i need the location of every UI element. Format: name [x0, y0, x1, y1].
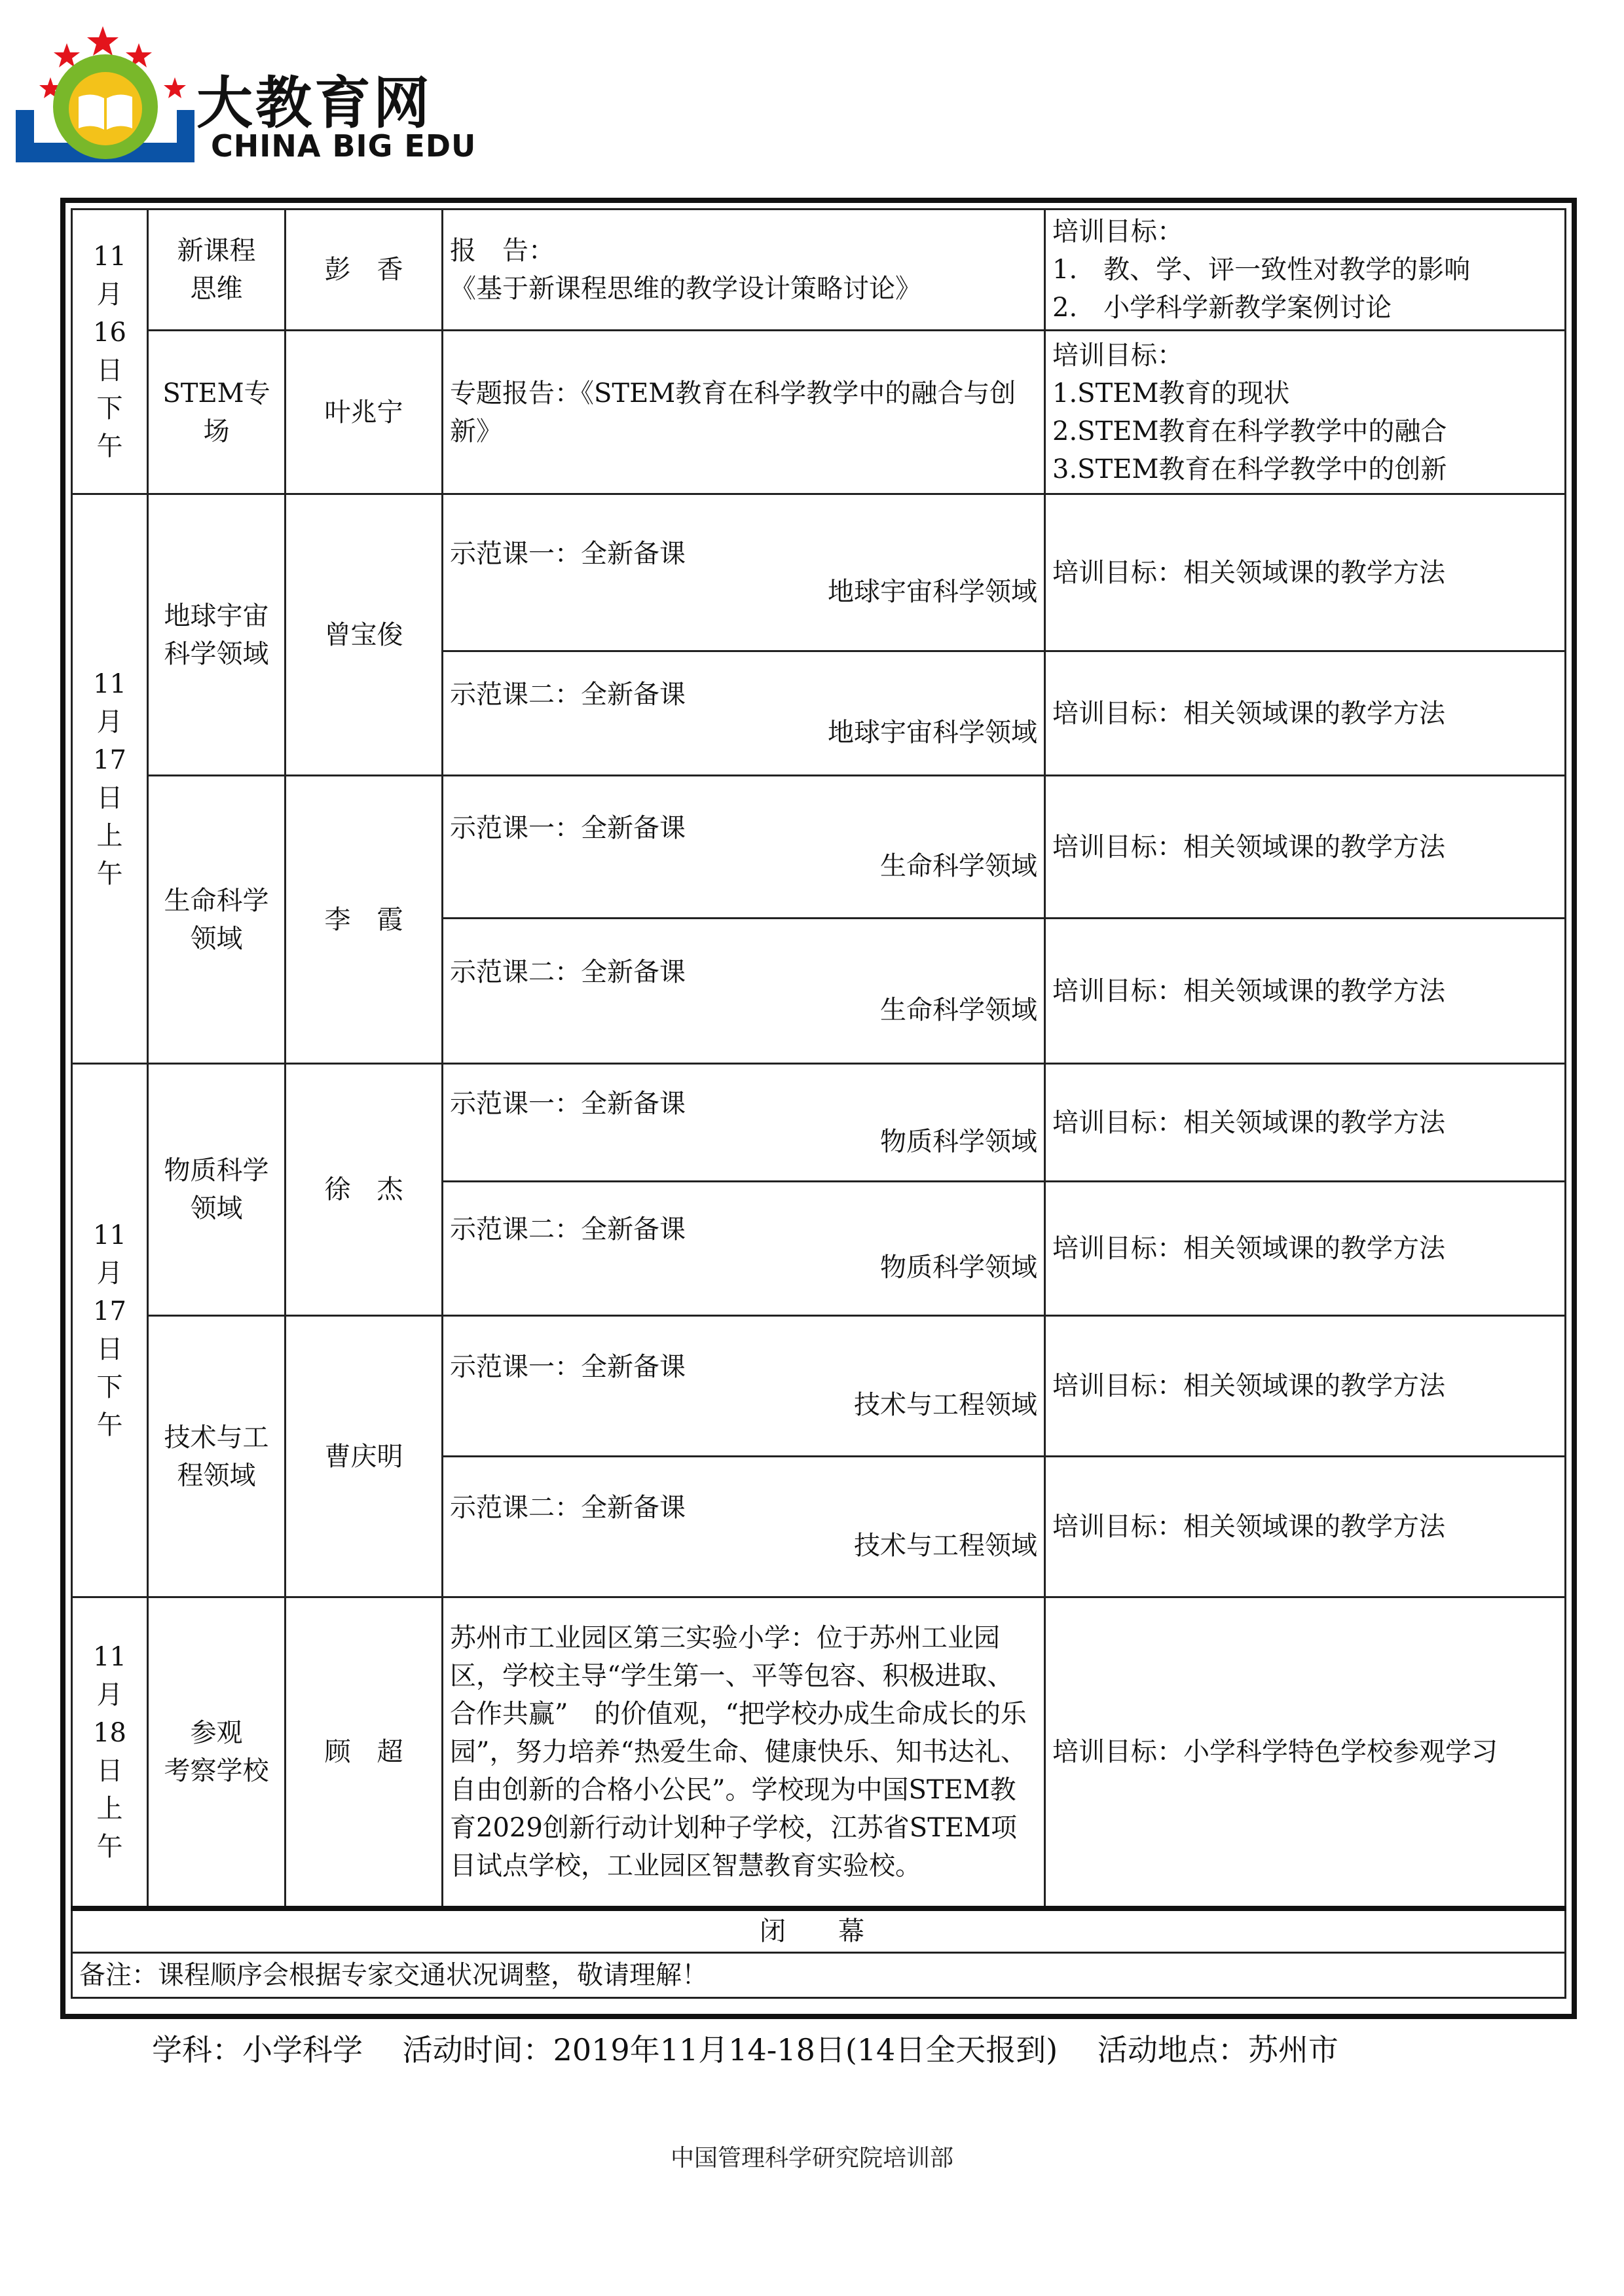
- content-cell: [443, 331, 1045, 494]
- closing-text: 闭 幕: [72, 1908, 1566, 1953]
- table-row: [72, 1064, 1566, 1182]
- table-row: [72, 1597, 1566, 1908]
- lesson-title: 示范课一：全新备课: [450, 1088, 686, 1119]
- teacher-cell: 顾 超: [286, 1597, 443, 1908]
- date-text: 11 月 17 日 上 午: [93, 668, 126, 889]
- goal-cell: [1045, 210, 1566, 331]
- topic-text: 参观 考察学校: [164, 1717, 269, 1786]
- teacher-cell: 叶兆宁: [286, 331, 443, 494]
- lesson-cell: [443, 1182, 1045, 1316]
- topic-cell: [148, 210, 286, 331]
- date-cell: [72, 1064, 148, 1597]
- topic-cell: [148, 776, 286, 1064]
- content-text: 专题报告：《STEM教育在科学教学中的融合与创新》: [450, 378, 1016, 446]
- goal-cell: 培训目标：相关领域课的教学方法: [1045, 776, 1566, 919]
- topic-text: 技术与工 程领域: [164, 1422, 269, 1491]
- goal-cell: 培训目标：相关领域课的教学方法: [1045, 1316, 1566, 1457]
- lesson-title: 示范课一：全新备课: [450, 538, 686, 569]
- topic-cell: [148, 1316, 286, 1597]
- topic-text: 地球宇宙 科学领域: [164, 600, 269, 669]
- brand-name-en: CHINA BIG EDU: [211, 128, 477, 164]
- closing-row: [72, 1908, 1566, 1953]
- teacher-cell: 徐 杰: [286, 1064, 443, 1316]
- lesson-cell: [443, 1457, 1045, 1597]
- lesson-cell: [443, 651, 1045, 776]
- lesson-field: 地球宇宙科学领域: [828, 717, 1037, 748]
- brand-name-cn: 大教育网: [196, 71, 432, 136]
- topic-cell: [148, 1597, 286, 1908]
- date-text: 11 月 17 日 下 午: [93, 1220, 126, 1440]
- teacher-cell: 彭 香: [286, 210, 443, 331]
- table-row: [72, 1316, 1566, 1457]
- topic-cell: [148, 494, 286, 776]
- table-row: [72, 210, 1566, 331]
- goal-cell: 培训目标：相关领域课的教学方法: [1045, 1182, 1566, 1316]
- organizer: 中国管理科学研究院培训部: [670, 2145, 953, 2172]
- topic-text: 生命科学 领域: [164, 885, 269, 954]
- topic-text: 物质科学 领域: [164, 1156, 269, 1224]
- lesson-cell: [443, 776, 1045, 919]
- topic-text: STEM专场: [162, 378, 270, 446]
- goal-cell: 培训目标：相关领域课的教学方法: [1045, 919, 1566, 1064]
- lesson-field: 生命科学领域: [880, 850, 1037, 881]
- lesson-title: 示范课二：全新备课: [450, 957, 686, 987]
- lesson-field: 地球宇宙科学领域: [828, 576, 1037, 607]
- note-text: 备注：课程顺序会根据专家交通状况调整，敬请理解！: [72, 1952, 1566, 1997]
- goal-cell: 培训目标：相关领域课的教学方法: [1045, 1064, 1566, 1182]
- note-row: [72, 1952, 1566, 1997]
- topic-text: 新课程 思维: [177, 236, 256, 304]
- lesson-field: 生命科学领域: [880, 994, 1037, 1025]
- date-text: 11 月 16 日 下 午: [93, 242, 126, 462]
- lesson-title: 示范课二：全新备课: [450, 679, 686, 710]
- teacher-cell: 曹庆明: [286, 1316, 443, 1597]
- event-info: 学科：小学科学 活动时间：2019年11月14-18日(14日全天报到) 活动地点：苏州市: [152, 2032, 1338, 2068]
- teacher-cell: 曾宝俊: [286, 494, 443, 776]
- lesson-cell: [443, 1064, 1045, 1182]
- content-cell: [443, 210, 1045, 331]
- goal-text: 培训目标： 1.STEM教育的现状 2.STEM教育在科学教学中的融合 3.STEM教育在科学教学中的创新: [1052, 340, 1447, 484]
- schedule-frame: [60, 198, 1577, 2019]
- goal-cell: [1045, 331, 1566, 494]
- lesson-cell: [443, 1316, 1045, 1457]
- date-cell: [72, 494, 148, 1064]
- table-row: [72, 494, 1566, 651]
- lesson-cell: [443, 919, 1045, 1064]
- teacher-cell: 李 霞: [286, 776, 443, 1064]
- lesson-field: 物质科学领域: [880, 1252, 1037, 1283]
- goal-cell: 培训目标：相关领域课的教学方法: [1045, 1457, 1566, 1597]
- lesson-field: 技术与工程领域: [854, 1531, 1037, 1561]
- date-cell: [72, 210, 148, 494]
- table-row: [72, 776, 1566, 919]
- lesson-title: 示范课一：全新备课: [450, 812, 686, 843]
- goal-cell: 培训目标：相关领域课的教学方法: [1045, 651, 1566, 776]
- lesson-title: 示范课一：全新备课: [450, 1352, 686, 1382]
- date-cell: [72, 1597, 148, 1908]
- goal-text: 培训目标： 1. 教、学、评一致性对教学的影响 2. 小学科学新教学案例讨论: [1052, 217, 1471, 323]
- content-text: 报 告： 《基于新课程思维的教学设计策略讨论》: [450, 236, 921, 304]
- goal-cell: 培训目标：相关领域课的教学方法: [1045, 494, 1566, 651]
- content-cell: 苏州市工业园区第三实验小学：位于苏州工业园区，学校主导“学生第一、平等包容、积极进取、合作共赢” 的价值观，“把学校办成生命成长的乐园”，努力培养“热爱生命、健康快乐、知书达礼、自由创新的合格小公民”。学校现为中国STEM教育2029创新行动计划种子学校，江苏省STEM项目试点学校，工业园区智慧教育实验校。: [443, 1597, 1045, 1908]
- lesson-field: 技术与工程领域: [854, 1390, 1037, 1420]
- date-text: 11 月 18 日 上 午: [93, 1641, 126, 1862]
- lesson-cell: [443, 494, 1045, 651]
- topic-cell: [148, 1064, 286, 1316]
- topic-cell: [148, 331, 286, 494]
- lesson-title: 示范课二：全新备课: [450, 1493, 686, 1523]
- schedule-table: [71, 208, 1566, 1999]
- table-row: [72, 331, 1566, 494]
- lesson-title: 示范课二：全新备课: [450, 1214, 686, 1245]
- goal-cell: 培训目标：小学科学特色学校参观学习: [1045, 1597, 1566, 1908]
- lesson-field: 物质科学领域: [880, 1126, 1037, 1157]
